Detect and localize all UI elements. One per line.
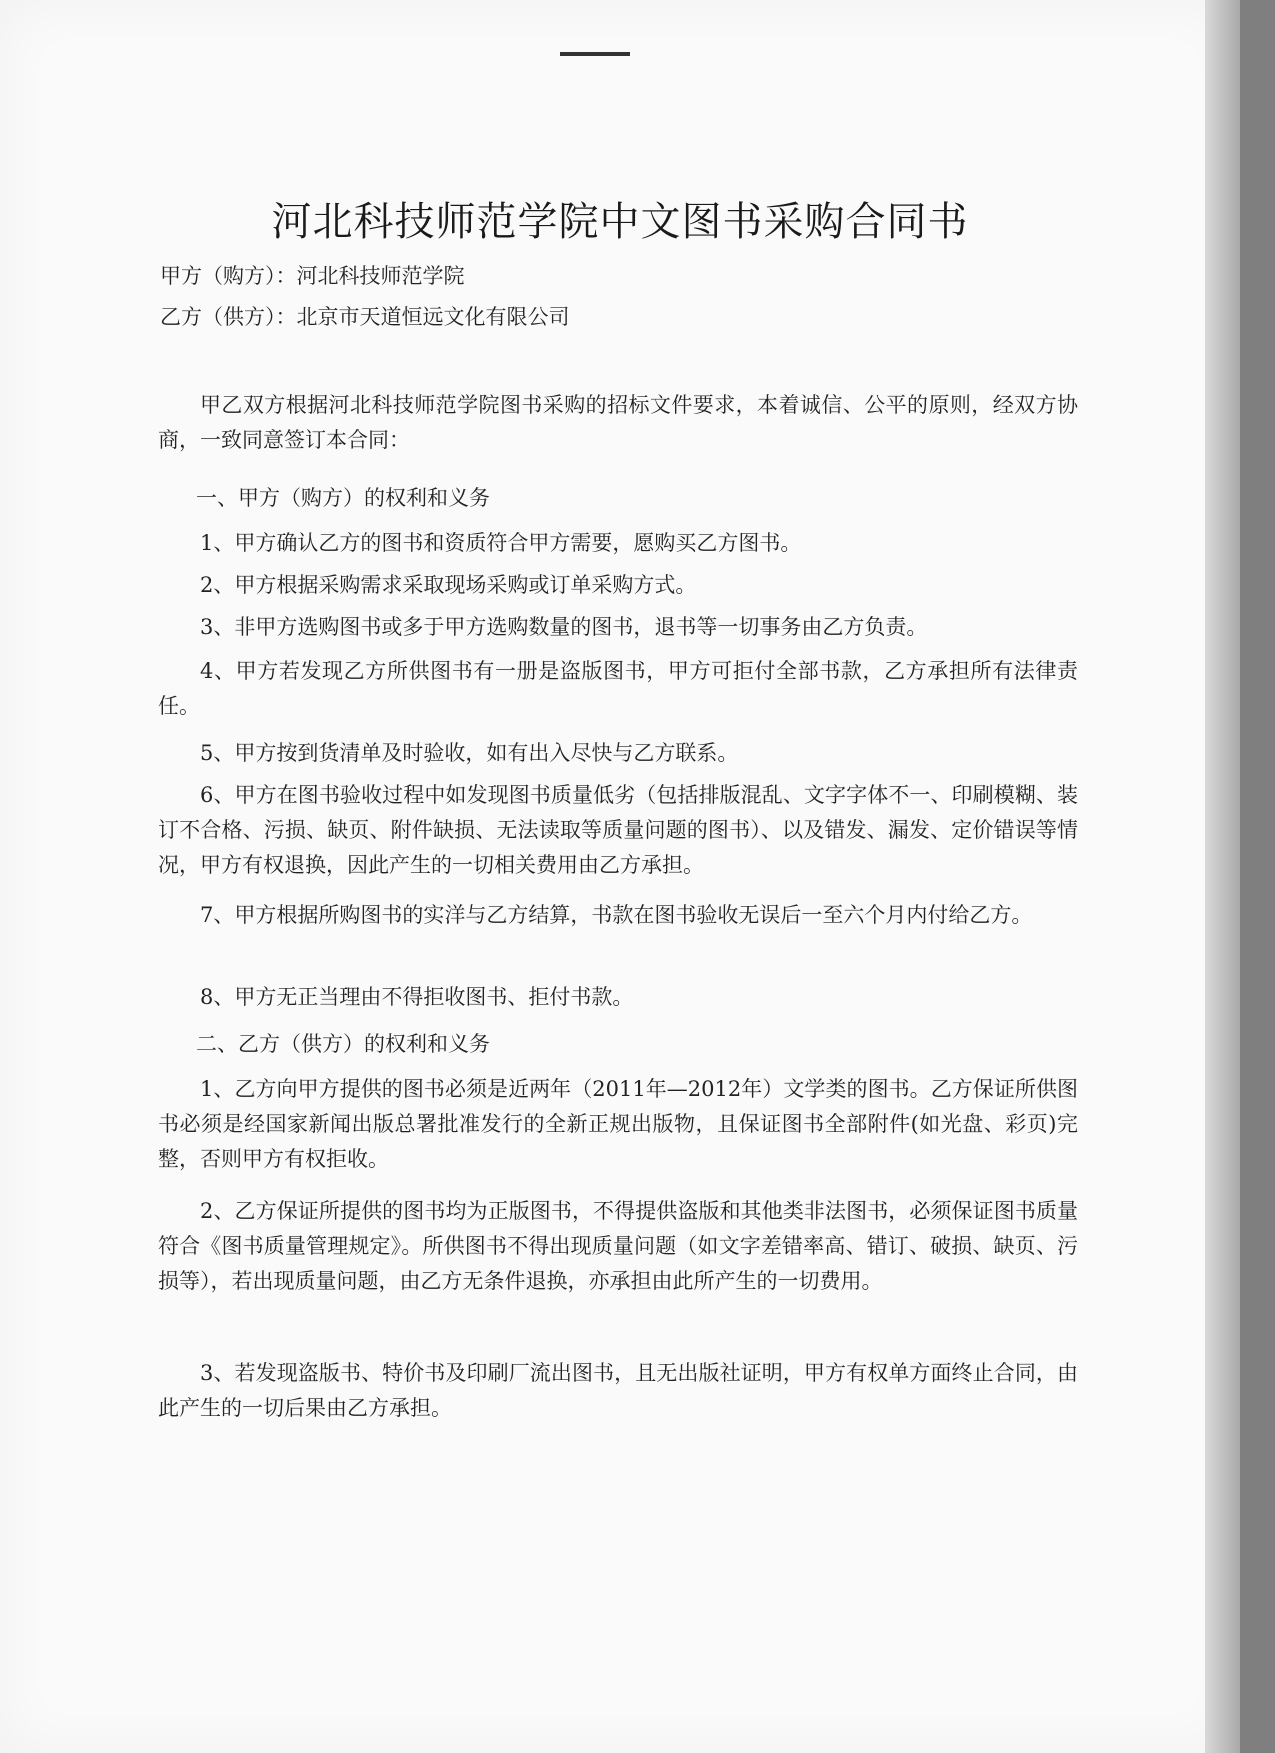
intro-paragraph: 甲乙双方根据河北科技师范学院图书采购的招标文件要求，本着诚信、公平的原则，经双方协商，一致同意签订本合同： xyxy=(158,393,1078,452)
party-b-line: 乙方（供方）：北京市天道恒远文化有限公司 xyxy=(160,305,570,329)
section1-item: 7、甲方根据所购图书的实洋与乙方结算，书款在图书验收无误后一至六个月内付给乙方。 xyxy=(200,903,1033,927)
section1-item: 1、甲方确认乙方的图书和资质符合甲方需要，愿购买乙方图书。 xyxy=(200,531,802,555)
section1-item: 5、甲方按到货清单及时验收，如有出入尽快与乙方联系。 xyxy=(200,741,739,765)
section2-item: 2、乙方保证所提供的图书均为正版图书，不得提供盗版和其他类非法图书，必须保证图书质量符合《图书质量管理规定》。所供图书不得出现质量问题（如文字差错率高、错订、破损、缺页、污损等），若出现质量问题，由乙方无条件退换，亦承担由此所产生的一切费用。 xyxy=(158,1199,1078,1293)
section1-item: 4、甲方若发现乙方所供图书有一册是盗版图书，甲方可拒付全部书款，乙方承担所有法律责任。 xyxy=(158,659,1078,718)
document-title: 河北科技师范学院中文图书采购合同书 xyxy=(271,199,969,245)
top-dash-mark xyxy=(560,52,630,56)
section2-heading: 二、乙方（供方）的权利和义务 xyxy=(196,1032,490,1056)
section1-item: 6、甲方在图书验收过程中如发现图书质量低劣（包括排版混乱、文字字体不一、印刷模糊、装订不合格、污损、缺页、附件缺损、无法读取等质量问题的图书）、以及错发、漏发、定价错误等情况，甲方有权退换，因此产生的一切相关费用由乙方承担。 xyxy=(158,783,1078,877)
section2-item: 1、乙方向甲方提供的图书必须是近两年（2011年—2012年）文学类的图书。乙方保证所供图书必须是经国家新闻出版总署批准发行的全新正规出版物，且保证图书全部附件(如光盘、彩页)完整，否则甲方有权拒收。 xyxy=(158,1077,1078,1171)
section1-item: 2、甲方根据采购需求采取现场采购或订单采购方式。 xyxy=(200,573,697,597)
section2-item: 3、若发现盗版书、特价书及印刷厂流出图书，且无出版社证明，甲方有权单方面终止合同，由此产生的一切后果由乙方承担。 xyxy=(158,1361,1078,1420)
party-a-line: 甲方（购方）：河北科技师范学院 xyxy=(160,264,465,288)
section1-heading: 一、甲方（购方）的权利和义务 xyxy=(196,486,490,510)
scan-edge xyxy=(1205,0,1240,1753)
section1-item: 8、甲方无正当理由不得拒收图书、拒付书款。 xyxy=(200,985,634,1009)
section1-item: 3、非甲方选购图书或多于甲方选购数量的图书，退书等一切事务由乙方负责。 xyxy=(200,615,928,639)
